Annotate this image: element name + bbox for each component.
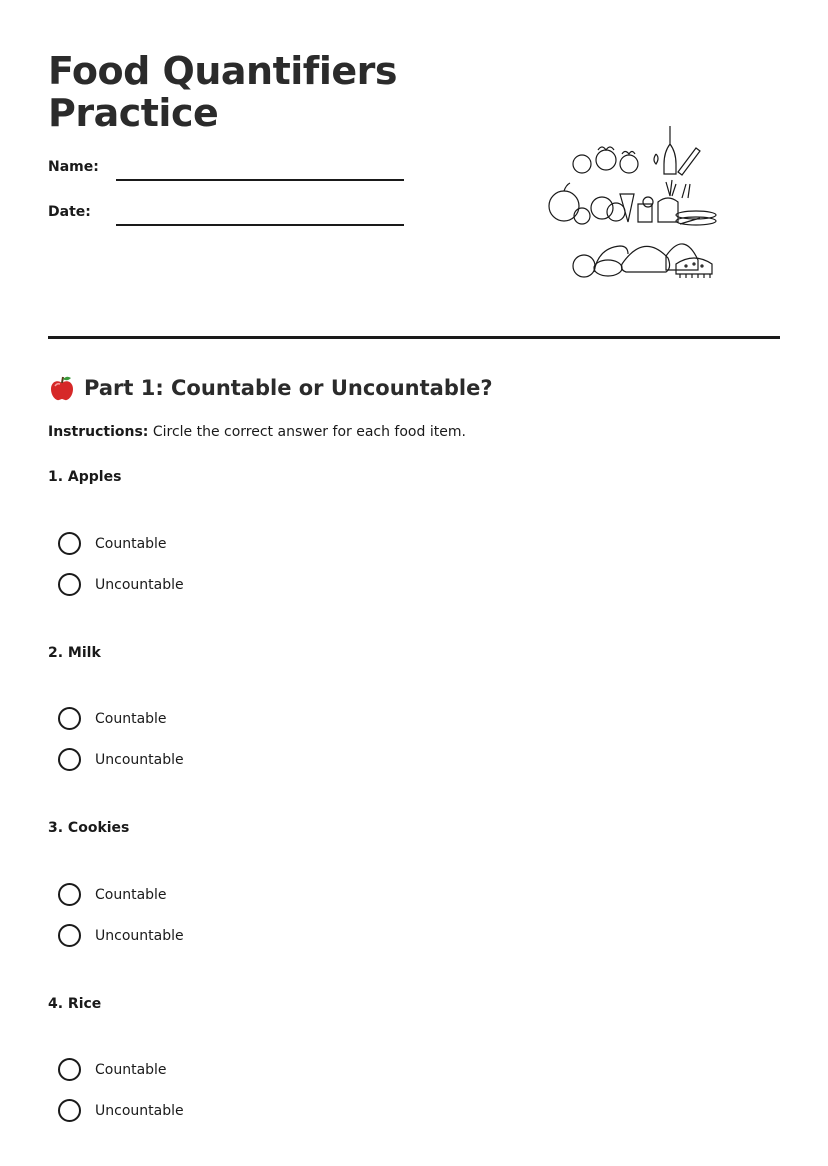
apple-icon — [48, 374, 76, 402]
title-line-1: Food Quantifiers — [48, 49, 397, 93]
question-title: 3. Cookies — [48, 820, 130, 836]
radio-circle-icon[interactable] — [58, 707, 81, 730]
option-countable[interactable] — [58, 883, 167, 906]
option-label: Uncountable — [95, 1102, 184, 1119]
option-label: Uncountable — [95, 576, 184, 593]
part-1-heading — [48, 374, 493, 402]
option-countable[interactable] — [58, 707, 167, 730]
question-3 — [48, 820, 780, 990]
option-countable[interactable] — [58, 532, 167, 555]
question-1 — [48, 469, 780, 639]
option-uncountable[interactable] — [58, 573, 184, 596]
option-uncountable[interactable] — [58, 1099, 184, 1122]
option-uncountable[interactable] — [58, 748, 184, 771]
title-line-2: Practice — [48, 91, 219, 135]
name-blank-line[interactable] — [116, 179, 404, 181]
date-blank-line[interactable] — [116, 224, 404, 226]
question-4 — [48, 996, 780, 1166]
date-label: Date: — [48, 204, 91, 220]
part-1-heading-text: Part 1: Countable or Uncountable? — [84, 376, 493, 400]
instructions — [48, 424, 466, 440]
question-title: 1. Apples — [48, 469, 122, 485]
option-label: Countable — [95, 1061, 167, 1078]
option-label: Countable — [95, 710, 167, 727]
date-field — [48, 204, 408, 234]
radio-circle-icon[interactable] — [58, 1058, 81, 1081]
option-label: Uncountable — [95, 751, 184, 768]
radio-circle-icon[interactable] — [58, 1099, 81, 1122]
question-title: 2. Milk — [48, 645, 101, 661]
option-countable[interactable] — [58, 1058, 167, 1081]
worksheet-title — [48, 50, 468, 134]
option-uncountable[interactable] — [58, 924, 184, 947]
radio-circle-icon[interactable] — [58, 748, 81, 771]
option-label: Uncountable — [95, 927, 184, 944]
name-label: Name: — [48, 159, 99, 175]
name-field — [48, 159, 408, 189]
instructions-label: Instructions: — [48, 424, 149, 440]
option-label: Countable — [95, 535, 167, 552]
radio-circle-icon[interactable] — [58, 573, 81, 596]
instructions-text: Circle the correct answer for each food item. — [148, 424, 466, 440]
radio-circle-icon[interactable] — [58, 532, 81, 555]
radio-circle-icon[interactable] — [58, 883, 81, 906]
section-divider — [48, 336, 780, 339]
question-2 — [48, 645, 780, 815]
food-pyramid-illustration — [546, 124, 746, 284]
radio-circle-icon[interactable] — [58, 924, 81, 947]
option-label: Countable — [95, 886, 167, 903]
question-title: 4. Rice — [48, 996, 102, 1012]
